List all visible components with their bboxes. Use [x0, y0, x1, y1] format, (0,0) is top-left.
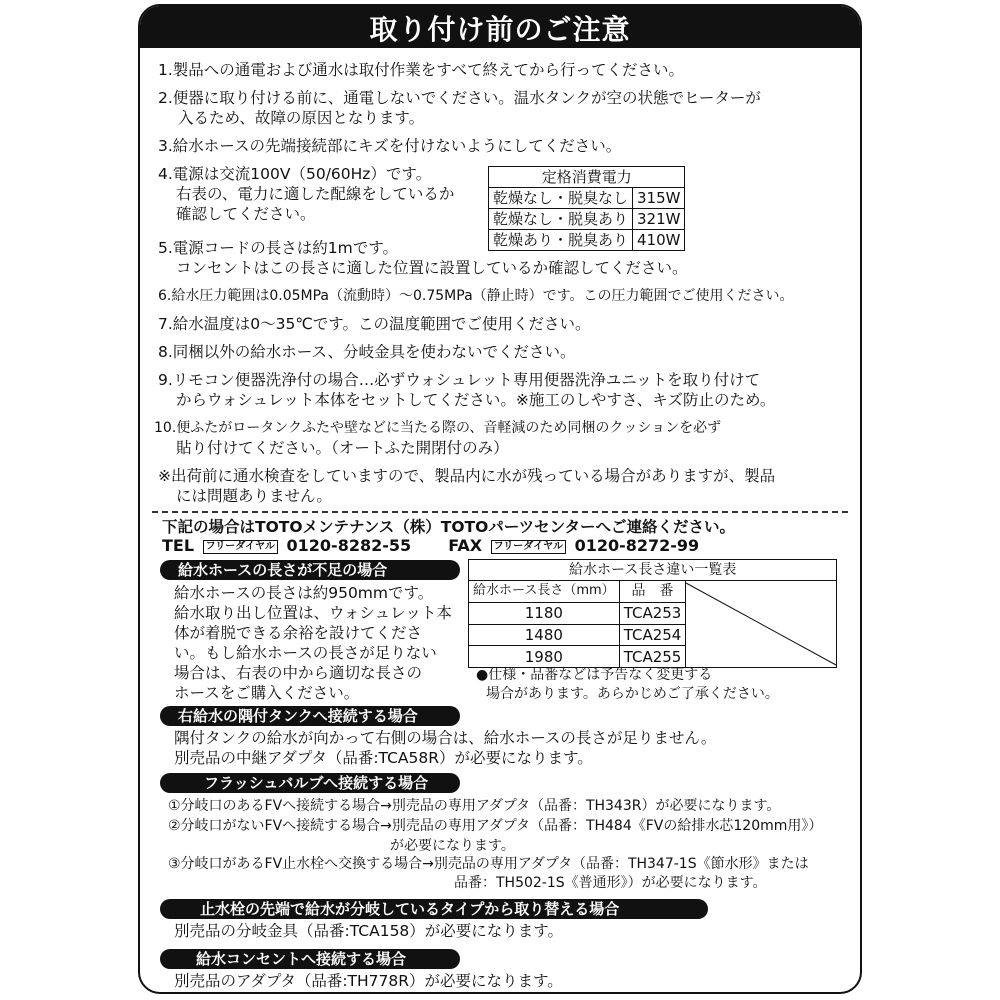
power-value: 321W — [633, 209, 685, 230]
sec1-line: 場合は、右表の中から適切な長さの — [174, 664, 423, 682]
sec1-line: 給水取り出し位置は、ウォシュレット本 — [174, 604, 452, 622]
contact-numbers — [162, 536, 699, 556]
item-6: 6.給水圧力範囲は0.05MPa（流動時）～0.75MPa（静止時）です。この圧力範囲でご使用ください。 — [158, 288, 794, 304]
hose-code: TCA255 — [619, 646, 686, 668]
page-title: 取り付け前のご注意 — [369, 13, 631, 46]
sec3-line: ②分岐口がないFVへ接続する場合→別売品の専用アダプタ（品番：TH484《FVの給排水芯120mm用》） — [168, 818, 823, 834]
hose-note: ●仕様・品番などは予告なく変更する — [476, 667, 713, 683]
diagonal-cell — [686, 581, 837, 668]
fax-number: 0120-8272-99 — [574, 536, 700, 555]
diagonal-line — [686, 581, 836, 667]
sec3-line: ③分岐口があるFV止水栓へ交換する場合→別売品の専用アダプタ（品番：TH347-1S《節水形》または — [168, 856, 809, 872]
sec4-line: 別売品の分岐金具（品番:TCA158）が必要になります。 — [174, 922, 564, 940]
note: ※出荷前に通水検査をしていますので、製品内に水が残っている場合がありますが、製品 — [158, 467, 776, 485]
sec3-line: ①分岐口のあるFVへ接続する場合→別売品の専用アダプタ（品番：TH343R）が必要になります。 — [168, 798, 781, 814]
power-value: 315W — [633, 188, 685, 209]
section-title-flush-valve: フラッシュバルブへ接続する場合 — [160, 773, 460, 793]
power-label: 乾燥なし・脱臭あり — [489, 209, 633, 230]
hose-code: TCA253 — [619, 602, 686, 624]
hose-note-cont: 場合があります。あらかじめご了承ください。 — [486, 686, 779, 702]
free-dial-icon: フリーダイヤル — [491, 540, 566, 554]
divider — [152, 511, 848, 513]
item-4-cont1: 右表の、電力に適した配線をしているか — [176, 185, 455, 203]
section-title-water-outlet: 給水コンセントへ接続する場合 — [160, 949, 460, 969]
power-table-header: 定格消費電力 — [489, 167, 685, 188]
notice-panel — [138, 4, 862, 994]
item-10-cont: 貼り付けてください。（オートふた開閉付のみ） — [176, 439, 509, 457]
hose-length: 1180 — [469, 602, 620, 624]
note-cont: には問題ありません。 — [176, 487, 332, 505]
hose-col-code: 品 番 — [619, 581, 686, 603]
sec1-line: 給水ホースの長さは約950mmです。 — [174, 584, 434, 602]
free-dial-icon: フリーダイヤル — [203, 540, 278, 554]
sec5-line: 別売品のアダプタ（品番:TH778R）が必要になります。 — [174, 972, 563, 990]
item-4-cont2: 確認してください。 — [176, 205, 316, 223]
item-9-cont: からウォシュレット本体をセットしてください。※施工のしやすさ、キズ防止のため。 — [176, 391, 776, 409]
item-7: 7.給水温度は0～35℃です。この温度範囲でご使用ください。 — [158, 315, 591, 333]
table-row — [489, 230, 685, 251]
sec1-line: い。もし給水ホースの長さが足りない — [174, 644, 437, 662]
sec2-line: 隅付タンクの給水が向かって右側の場合は、給水ホースの長さが足りません。 — [174, 729, 717, 747]
title-bar — [138, 4, 862, 48]
item-2-cont: 入るため、故障の原因となります。 — [178, 109, 425, 127]
sec1-line: ホースをご購入ください。 — [174, 684, 360, 702]
power-value: 410W — [633, 230, 685, 251]
sec1-line: 体が着脱できる余裕を設けてくださ — [174, 624, 423, 642]
hose-code: TCA254 — [619, 624, 686, 646]
power-table — [488, 166, 685, 251]
hose-length: 1980 — [469, 646, 620, 668]
hose-col-length: 給水ホース長さ（mm） — [469, 581, 620, 603]
item-4: 4.電源は交流100V（50/60Hz）です。 — [158, 165, 432, 183]
power-label: 乾燥あり・脱臭あり — [489, 230, 633, 251]
table-row — [489, 188, 685, 209]
table-header-row — [469, 581, 837, 603]
item-2: 2.便器に取り付ける前に、通電しないでください。温水タンクが空の状態でヒーターが — [158, 89, 761, 107]
sec3-line: 品番：TH502-1S《普通形》）が必要になります。 — [454, 875, 767, 891]
item-1: 1.製品への通電および通水は取付作業をすべて終えてから行ってください。 — [158, 61, 684, 79]
section-title-hose-short: 給水ホースの長さが不足の場合 — [160, 560, 460, 580]
item-3: 3.給水ホースの先端接続部にキズを付けないようにしてください。 — [158, 137, 622, 155]
item-5-cont: コンセントはこの長さに適した位置に設置しているか確認してください。 — [176, 259, 688, 277]
item-8: 8.同梱以外の給水ホース、分岐金具を使わないでください。 — [158, 343, 576, 361]
section-title-corner-tank: 右給水の隅付タンクへ接続する場合 — [160, 706, 460, 726]
section-title-stop-valve: 止水栓の先端で給水が分岐しているタイプから取り替える場合 — [160, 899, 708, 919]
table-row — [489, 209, 685, 230]
sec2-line: 別売品の中継アダプタ（品番:TCA58R）が必要になります。 — [174, 749, 593, 767]
item-9: 9.リモコン便器洗浄付の場合…必ずウォシュレット専用便器洗浄ユニットを取り付けて — [158, 371, 761, 389]
tel-number: 0120-8282-55 — [286, 536, 412, 555]
tel-label: TEL — [162, 536, 195, 555]
item-10: 10.便ふたがロータンクふたや壁などに当たる際の、音軽減のため同梱のクッションを必ず — [154, 420, 722, 436]
hose-table-title: 給水ホース長さ違い一覧表 — [469, 560, 837, 581]
hose-table — [468, 559, 837, 668]
fax-label: FAX — [448, 536, 483, 555]
sec3-line: が必要になります。 — [390, 838, 515, 854]
item-5: 5.電源コードの長さは約1mです。 — [158, 239, 399, 257]
hose-length: 1480 — [469, 624, 620, 646]
contact-line: 下記の場合はTOTOメンテナンス（株）TOTOパーツセンターへご連絡ください。 — [162, 518, 736, 536]
power-label: 乾燥なし・脱臭なし — [489, 188, 633, 209]
